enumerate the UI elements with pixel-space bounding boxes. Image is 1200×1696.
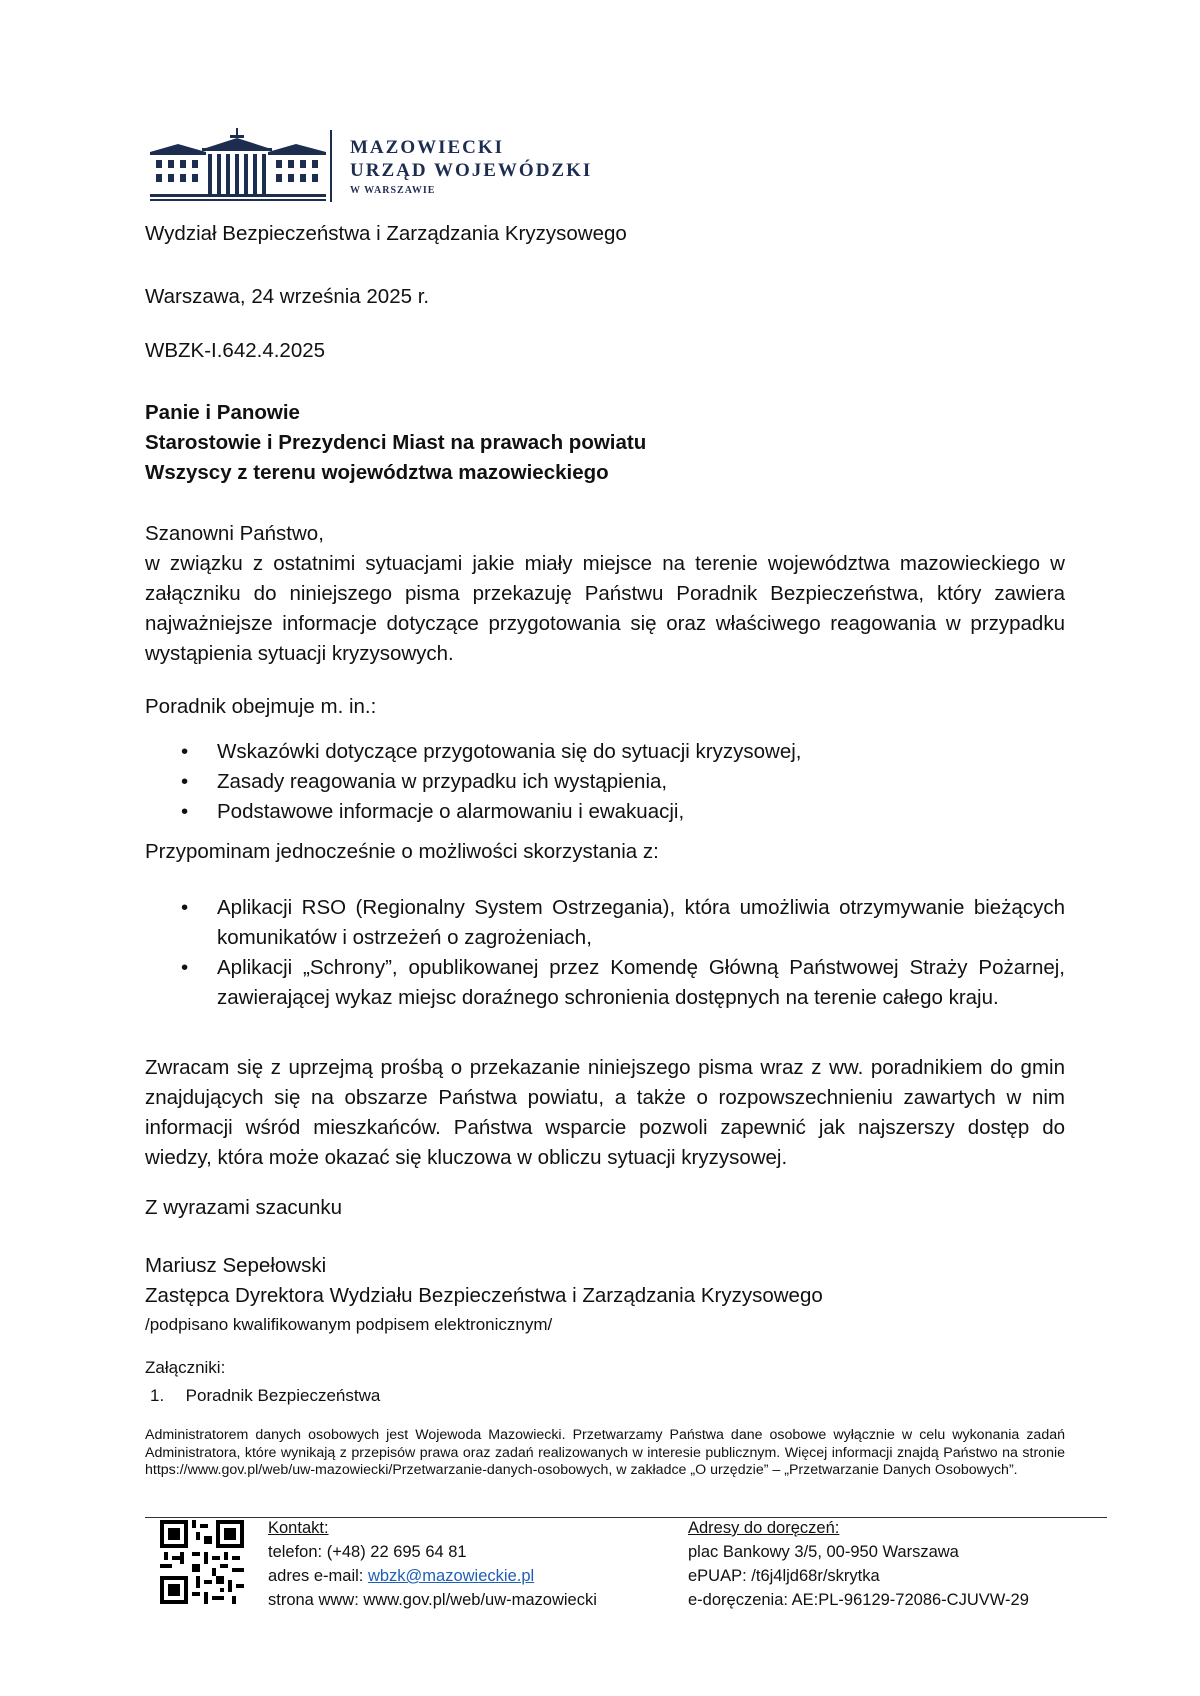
addressee-block <box>145 398 646 488</box>
list-item: • Aplikacji RSO (Regionalny System Ostrzegania), która umożliwia otrzymywanie bieżących komunikatów i ostrzeżeń o zagrożeniach, <box>145 893 1065 953</box>
bullet: • <box>181 800 189 823</box>
signature-position: Zastępca Dyrektora Wydziału Bezpieczeństwa i Zarządzania Kryzysowego <box>145 1284 823 1307</box>
delivery-address: plac Bankowy 3/5, 00-950 Warszawa <box>688 1543 959 1561</box>
building-icon <box>150 128 326 204</box>
qr-code-icon <box>160 1520 244 1604</box>
attachments-label: Załączniki: <box>145 1358 226 1377</box>
delivery-block <box>688 1516 1029 1612</box>
salutation: Szanowni Państwo, <box>145 522 324 545</box>
addressee-line: Starostowie i Prezydenci Miast na prawach powiatu <box>145 431 647 454</box>
bullet: • <box>181 896 189 919</box>
request-paragraph <box>145 1053 1065 1173</box>
office-logo <box>150 128 593 208</box>
date-line: Warszawa, 24 września 2025 r. <box>145 285 430 308</box>
intro-text: w związku z ostatnimi sytuacjami jakie miały miejsce na terenie województwa mazowieckiego w załączniku do niniejszego pisma przekazuję Państwu Poradnik Bezpieczeństwa, który zawiera najważniejsze informacje dotyczące przygotowania się oraz właściwego reagowania w przypadku wystąpienia sytuacji kryzysowych. <box>145 552 1065 665</box>
signature-name: Mariusz Sepełowski <box>145 1254 327 1277</box>
email-link[interactable]: wbzk@mazowieckie.pl <box>367 1567 535 1585</box>
logo-line-2: URZĄD WOJEWÓDZKI <box>350 160 593 181</box>
logo-divider <box>330 130 332 202</box>
logo-wordmark <box>350 136 592 196</box>
delivery-edelivery: e-doręczenia: AE:PL-96129-72086-CJUVW-29 <box>688 1591 1029 1609</box>
list-item: • Aplikacji „Schrony”, opublikowanej przez Komendę Główną Państwowej Straży Pożarnej, zawierającej wykaz miejsc doraźnego schronienia dostępnych na terenie całego kraju. <box>145 953 1065 1013</box>
logo-line-3: W WARSZAWIE <box>350 185 436 196</box>
contact-www: strona www: www.gov.pl/web/uw-mazowiecki <box>268 1591 597 1609</box>
contact-phone: telefon: (+48) 22 695 64 81 <box>268 1543 467 1561</box>
guide-list <box>145 737 1065 827</box>
bullet: • <box>181 956 189 979</box>
delivery-heading: Adresy do doręczeń: <box>688 1519 840 1537</box>
contact-block <box>268 1516 597 1612</box>
addressee-line: Wszyscy z terenu województwa mazowieckiego <box>145 461 609 484</box>
list-item: • Zasady reagowania w przypadku ich wystąpienia, <box>145 767 1065 797</box>
attachment-item <box>150 1384 380 1408</box>
gdpr-notice: Administratorem danych osobowych jest Wojewoda Mazowiecki. Przetwarzamy Państwa dane osobowe wyłącznie w celu wykonania zadań Administratora, które wynikają z przepisów prawa oraz zadań realizowanych w interesie publicznym. Więcej informacji znajdą Państwo na stronie https://www.gov.pl/web/uw-mazowiecki/Przetwarzanie-danych-osobowych, w zakładce „O urzędzie” – „Przetwarzanie Danych Osobowych”. <box>145 1427 1065 1478</box>
attachment-title: Poradnik Bezpieczeństwa <box>185 1386 381 1405</box>
bullet: • <box>181 770 189 793</box>
guide-intro: Poradnik obejmuje m. in.: <box>145 695 377 718</box>
reference-number: WBZK-I.642.4.2025 <box>145 339 326 362</box>
addressee-line: Panie i Panowie <box>145 401 300 424</box>
apps-list <box>145 893 1065 1013</box>
email-label: adres e-mail: <box>268 1567 368 1585</box>
logo-line-1: MAZOWIECKI <box>350 137 505 158</box>
contact-heading: Kontakt: <box>268 1519 329 1537</box>
signature-note: /podpisano kwalifikowanym podpisem elektronicznym/ <box>145 1315 553 1334</box>
list-item: • Podstawowe informacje o alarmowaniu i ewakuacji, <box>145 797 1065 827</box>
attachment-number: 1. <box>150 1386 165 1405</box>
contact-email-row <box>268 1564 597 1588</box>
closing: Z wyrazami szacunku <box>145 1196 343 1219</box>
department-name: Wydział Bezpieczeństwa i Zarządzania Kryzysowego <box>145 222 627 245</box>
delivery-epuap: ePUAP: /t6j4ljd68r/skrytka <box>688 1567 880 1585</box>
intro-paragraph <box>145 549 1065 669</box>
request-text: Zwracam się z uprzejmą prośbą o przekazanie niniejszego pisma wraz z ww. poradnikiem do gmin znajdujących się na obszarze Państwa powiatu, a także o rozpowszechnieniu zawartych w nim informacji wśród mieszkańców. Państwa wsparcie pozwoli zapewnić jak najszerszy dostęp do wiedzy, która może okazać się kluczowa w obliczu sytuacji kryzysowej. <box>145 1056 1065 1169</box>
list-item: • Wskazówki dotyczące przygotowania się do sytuacji kryzysowej, <box>145 737 1065 767</box>
reminder-intro: Przypominam jednocześnie o możliwości skorzystania z: <box>145 840 659 863</box>
bullet: • <box>181 740 189 763</box>
